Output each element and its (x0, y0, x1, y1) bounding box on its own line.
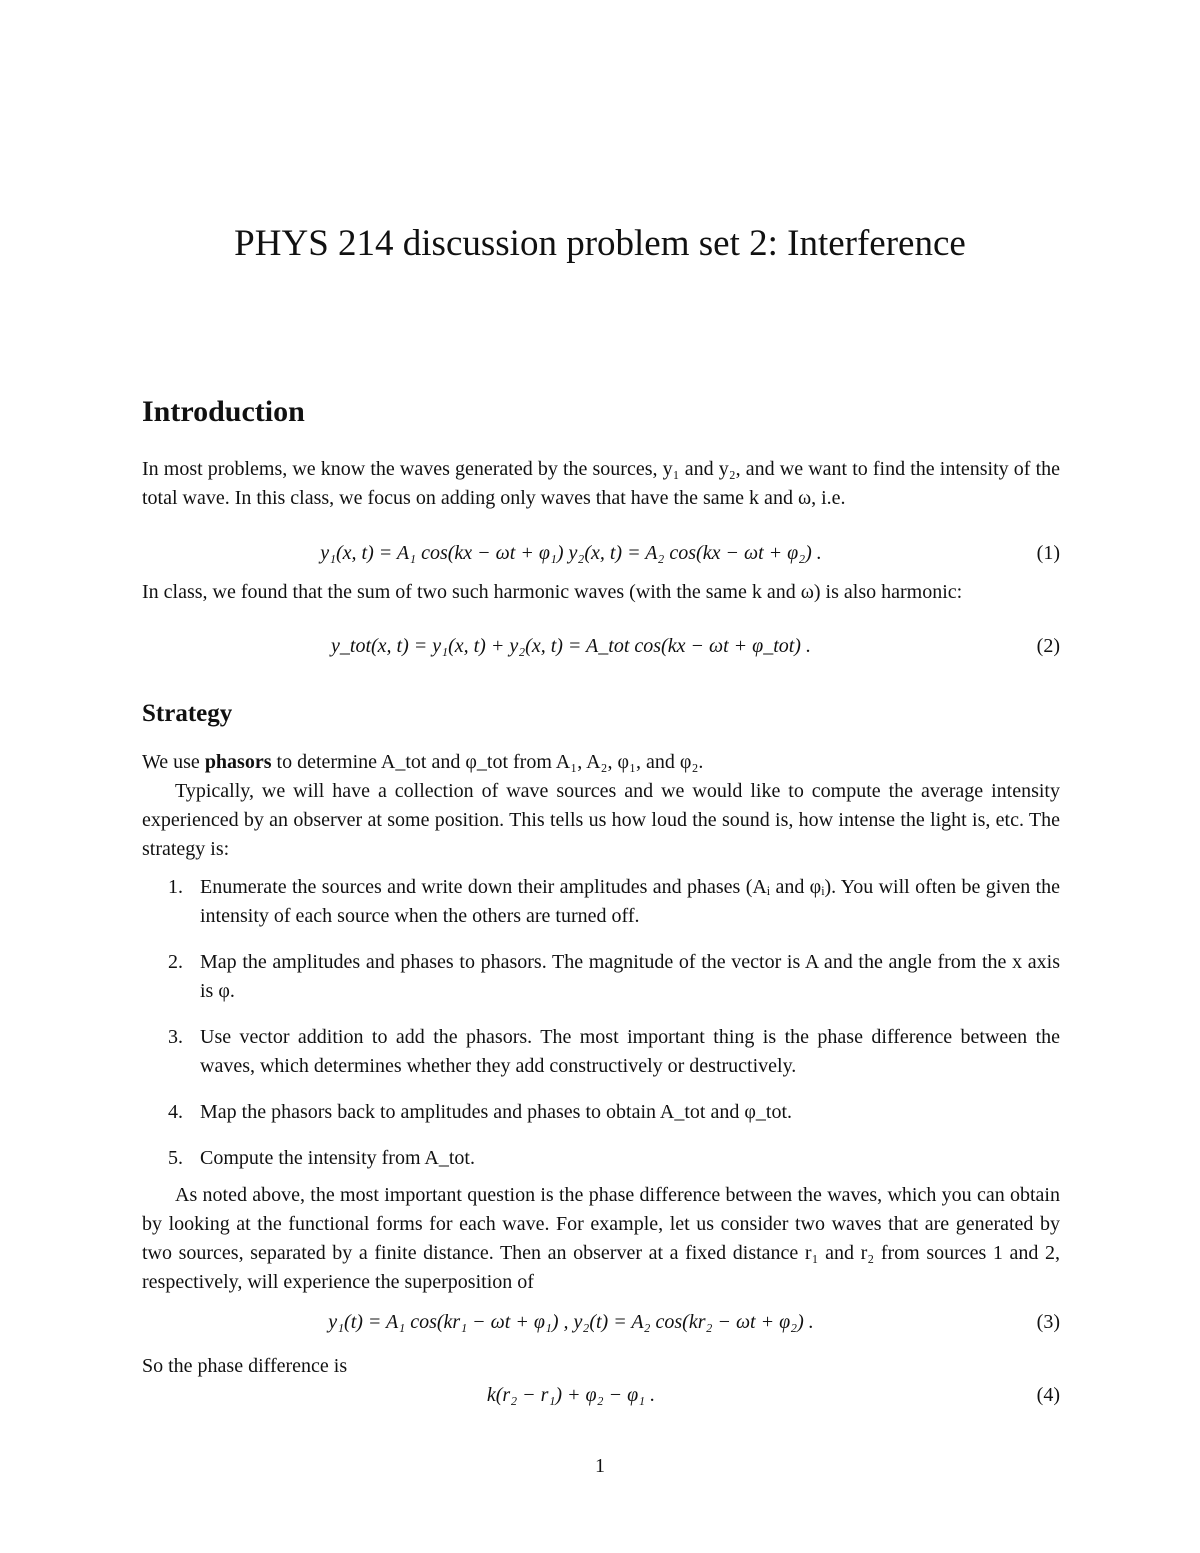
strategy-step (142, 948, 1060, 1006)
step-text: Map the phasors back to amplitudes and phases to obtain A_tot and φ_tot. (200, 1101, 793, 1123)
equation-1 (142, 542, 1060, 570)
equation-4-math: k(r₂ − r₁) + φ₂ − φ₁ . (486, 1384, 656, 1406)
step-number: 1. (168, 876, 183, 898)
strategy-paragraph-1 (142, 748, 1060, 777)
strategy-step (142, 1098, 1060, 1127)
strategy-paragraph-4: So the phase difference is (142, 1355, 348, 1377)
equation-4-number: (4) (1036, 1384, 1060, 1406)
step-text: Map the amplitudes and phases to phasors. The magnitude of the vector is A and the angle from the x axis is φ. (200, 951, 1060, 1002)
step-number: 3. (168, 1026, 183, 1048)
intro-paragraph-1: In most problems, we know the waves generated by the sources, y₁ and y₂, and we want to find the intensity of the total wave. In this class, we focus on adding only waves that have the same k and ω, i.e. (142, 458, 1060, 509)
strategy-paragraph-1-post: to determine A_tot and φ_tot from A₁, A₂, φ₁, and φ₂. (271, 751, 704, 773)
strategy-paragraph-1-pre: We use (142, 751, 205, 773)
equation-3-math: y₁(t) = A₁ cos(kr₁ − ωt + φ₁) , y₂(t) = A₂ cos(kr₂ − ωt + φ₂) . (328, 1311, 814, 1333)
step-text: Compute the intensity from A_tot. (200, 1147, 475, 1169)
strategy-paragraph-2: Typically, we will have a collection of wave sources and we would like to compute the average intensity experienced by an observer at some position. This tells us how loud the sound is, how intense the light is, etc. The strategy is: (142, 780, 1060, 860)
equation-1-math: y₁(x, t) = A₁ cos(kx − ωt + φ₁) y₂(x, t) = A₂ cos(kx − ωt + φ₂) . (320, 542, 822, 564)
equation-4 (142, 1384, 1060, 1412)
intro-paragraph-2: In class, we found that the sum of two such harmonic waves (with the same k and ω) is also harmonic: (142, 581, 963, 603)
phasors-term: phasors (204, 751, 272, 773)
step-text: Enumerate the sources and write down their amplitudes and phases (Aᵢ and φᵢ). You will often be given the intensity of each source when the others are turned off. (200, 876, 1060, 927)
strategy-step (142, 1144, 1060, 1173)
document-title: PHYS 214 discussion problem set 2: Interference (234, 223, 966, 264)
equation-1-number: (1) (1036, 542, 1060, 564)
step-number: 5. (168, 1147, 183, 1169)
strategy-paragraph-3: As noted above, the most important question is the phase difference between the waves, which you can obtain by looking at the functional forms for each wave. For example, let us consider two waves that are generated by two sources, separated by a finite distance. Then an observer at a fixed distance r₁ and r₂ from sources 1 and 2, respectively, will experience the superposition of (142, 1184, 1060, 1293)
strategy-step (142, 873, 1060, 931)
equation-2-number: (2) (1036, 635, 1060, 657)
page-number: 1 (595, 1455, 605, 1477)
section-heading-strategy: Strategy (142, 700, 233, 727)
strategy-step (142, 1023, 1060, 1081)
step-number: 4. (168, 1101, 183, 1123)
equation-2 (142, 635, 1060, 663)
step-number: 2. (168, 951, 183, 973)
equation-3 (142, 1311, 1060, 1339)
step-text: Use vector addition to add the phasors. The most important thing is the phase difference between the waves, which determines whether they add constructively or destructively. (200, 1026, 1060, 1077)
section-heading-introduction: Introduction (142, 395, 305, 428)
equation-3-number: (3) (1036, 1311, 1060, 1333)
equation-2-math: y_tot(x, t) = y₁(x, t) + y₂(x, t) = A_tot cos(kx − ωt + φ_tot) . (331, 635, 811, 657)
strategy-steps-list (142, 873, 1060, 1190)
